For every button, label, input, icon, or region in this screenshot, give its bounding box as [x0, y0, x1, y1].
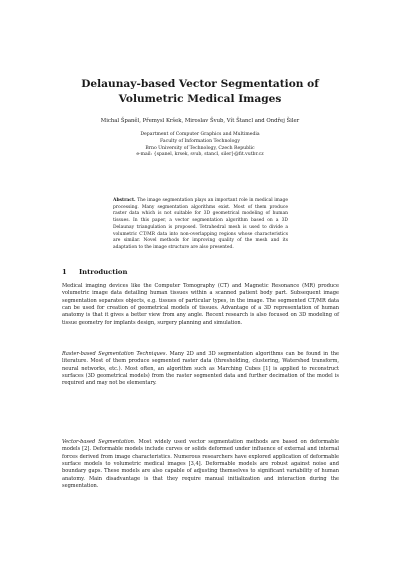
affiliation-line-department: Department of Computer Graphics and Multimedia	[140, 132, 260, 137]
paragraph-text-raster: Many 2D and 3D segmentation algorithms can be found in the literature. Most of them produce segmented raster data (thresholding, clustering, Watershed transform, neural networks, etc.). Most often, an algorithm such as Marching Cubes [1] is applied to reconstruct surfaces (3D geometrical models) from the raster segmented data and further decimation of the model is required and may not be elementary.	[62, 351, 339, 387]
affiliation-line-university: Brno University of Technology, Czech Republic	[145, 145, 255, 151]
author-list: Michal Španěl, Přemysl Kršek, Miroslav Švub, Vít Štancl and Ondřej Šiler	[100, 118, 300, 124]
paper-title-line-1: Delaunay-based Vector Segmentation of	[81, 78, 319, 90]
intro-paragraph-raster	[62, 351, 339, 388]
abstract-label: Abstract.	[113, 198, 136, 203]
paper-title	[0, 77, 400, 107]
abstract-text: The image segmentation plays an important role in medical image processing. Many segmentation algorithms exist. Most of them produce raster data which is not suitable for 3D geometrical modeling of human tissues. In this paper, a vector segmentation algorithm based on a 3D Delaunay triangulation is proposed. Tetrahedral mesh is used to divide a volumetric CT/MR data into non-overlapping regions whose characteristics are similar. Novel methods for improving quality of the mesh and its adaptation to the image structure are also presented.	[113, 198, 288, 250]
affiliation-line-email: e-mail: {spanel, krsek, svub, stancl, siler}@fit.vutbr.cz	[136, 152, 264, 158]
abstract	[113, 198, 288, 252]
paragraph-lead-vector: Vector-based Segmentation.	[62, 439, 136, 445]
paragraph-lead-raster: Raster-based Segmentation Techniques.	[62, 351, 168, 357]
affiliation-block	[0, 132, 400, 159]
paragraph-text-vector: Most widely used vector segmentation methods are based on deformable models [2]. Deformable models include curves or solids deformed under influence of external and internal forces derived from image characteristics. Numerous researchers have explored application of deformable surface models to volumetric medical images [3,4]. Deformable models are robust against noise and boundary gaps. These models are also capable of adjusting themselves to significant variability of human anatomy. Main disadvantage is that they require manual initialization and interaction during the segmentation.	[62, 439, 340, 490]
paper-title-line-2: Volumetric Medical Images	[118, 93, 282, 105]
section-title: Introduction	[79, 268, 128, 276]
section-heading-introduction	[62, 268, 127, 276]
intro-paragraph-vector	[62, 439, 339, 490]
affiliation-line-faculty: Faculty of Information Technology	[160, 138, 240, 144]
intro-paragraph-1: Medical imaging devices like the Computer Tomography (CT) and Magnetic Resonance (MR) produce volumetric image data detailing human tissues within a scanned patient body part. Subsequent image segmentation separates objects, e.g. tissues of particular types, in the image. The segmented CT/MR data can be used for creation of geometrical models of tissues. Advantage of a 3D representation of human anatomy is that it gives a better view from any angle. Recent research is also focused on 3D modeling of tissue geometry for implants design, surgery planning and simulation.	[62, 283, 339, 326]
section-number: 1	[62, 268, 67, 276]
